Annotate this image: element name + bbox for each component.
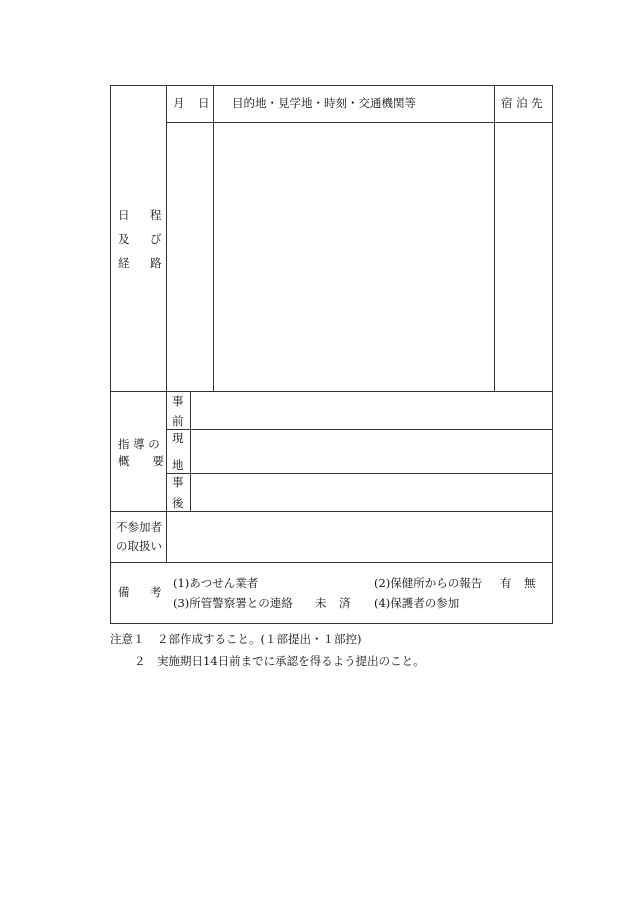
note1-text: ２部作成すること。(１部提出・１部控) <box>157 632 362 646</box>
divider <box>166 429 552 430</box>
guidance-pre-char1: 事 <box>172 394 184 408</box>
divider <box>166 86 167 562</box>
header-day: 日 <box>198 96 210 110</box>
schedule-label-char: 路 <box>150 256 162 270</box>
schedule-label-char: 日 <box>118 208 130 222</box>
guidance-post-char1: 事 <box>172 475 184 489</box>
divider <box>213 86 214 391</box>
remarks-item4: (4)保護者の参加 <box>374 596 460 610</box>
note2-text: 実施期日14日前までに承認を得るよう提出のこと。 <box>157 654 425 668</box>
note2-label: ２ <box>134 654 146 668</box>
remarks-item3-choice-b: 済 <box>339 596 351 610</box>
header-destination: 目的地・見学地・時刻・交通機関等 <box>232 96 416 110</box>
guidance-onsite-char1: 現 <box>172 431 184 445</box>
schedule-label-char: 程 <box>150 208 162 222</box>
schedule-label-char: 経 <box>118 256 130 270</box>
schedule-label-char: び <box>150 232 162 246</box>
guidance-label-line1: 指 導 の <box>118 437 160 451</box>
schedule-label-char: 及 <box>118 232 130 246</box>
header-lodging: 宿 泊 先 <box>501 96 543 110</box>
divider <box>111 391 552 392</box>
divider <box>166 473 552 474</box>
remarks-item2-choice-a: 有 <box>500 576 512 590</box>
remarks-item1: (1)あつせん業者 <box>173 576 259 590</box>
divider <box>111 562 552 563</box>
header-month: 月 <box>173 96 185 110</box>
guidance-post-char2: 後 <box>172 496 184 510</box>
guidance-onsite-char2: 地 <box>172 458 184 472</box>
note1-label: 注意１ <box>110 632 145 646</box>
remarks-item2-choice-b: 無 <box>524 576 536 590</box>
remarks-item2: (2)保健所からの報告 <box>374 576 483 590</box>
guidance-pre-char2: 前 <box>172 414 184 428</box>
non-participants-label-line2: の取扱い <box>116 539 162 553</box>
remarks-item3-choice-a: 未 <box>315 596 327 610</box>
remarks-label-char: 備 <box>118 585 130 599</box>
travel-plan-form <box>110 85 553 624</box>
divider <box>111 511 552 512</box>
divider <box>190 391 191 511</box>
non-participants-label-line1: 不参加者 <box>116 520 162 534</box>
remarks-item3: (3)所管警察署との連絡 <box>173 596 293 610</box>
divider <box>494 86 495 391</box>
remarks-label-char: 考 <box>150 585 162 599</box>
guidance-label-line2: 概 要 <box>118 454 164 468</box>
